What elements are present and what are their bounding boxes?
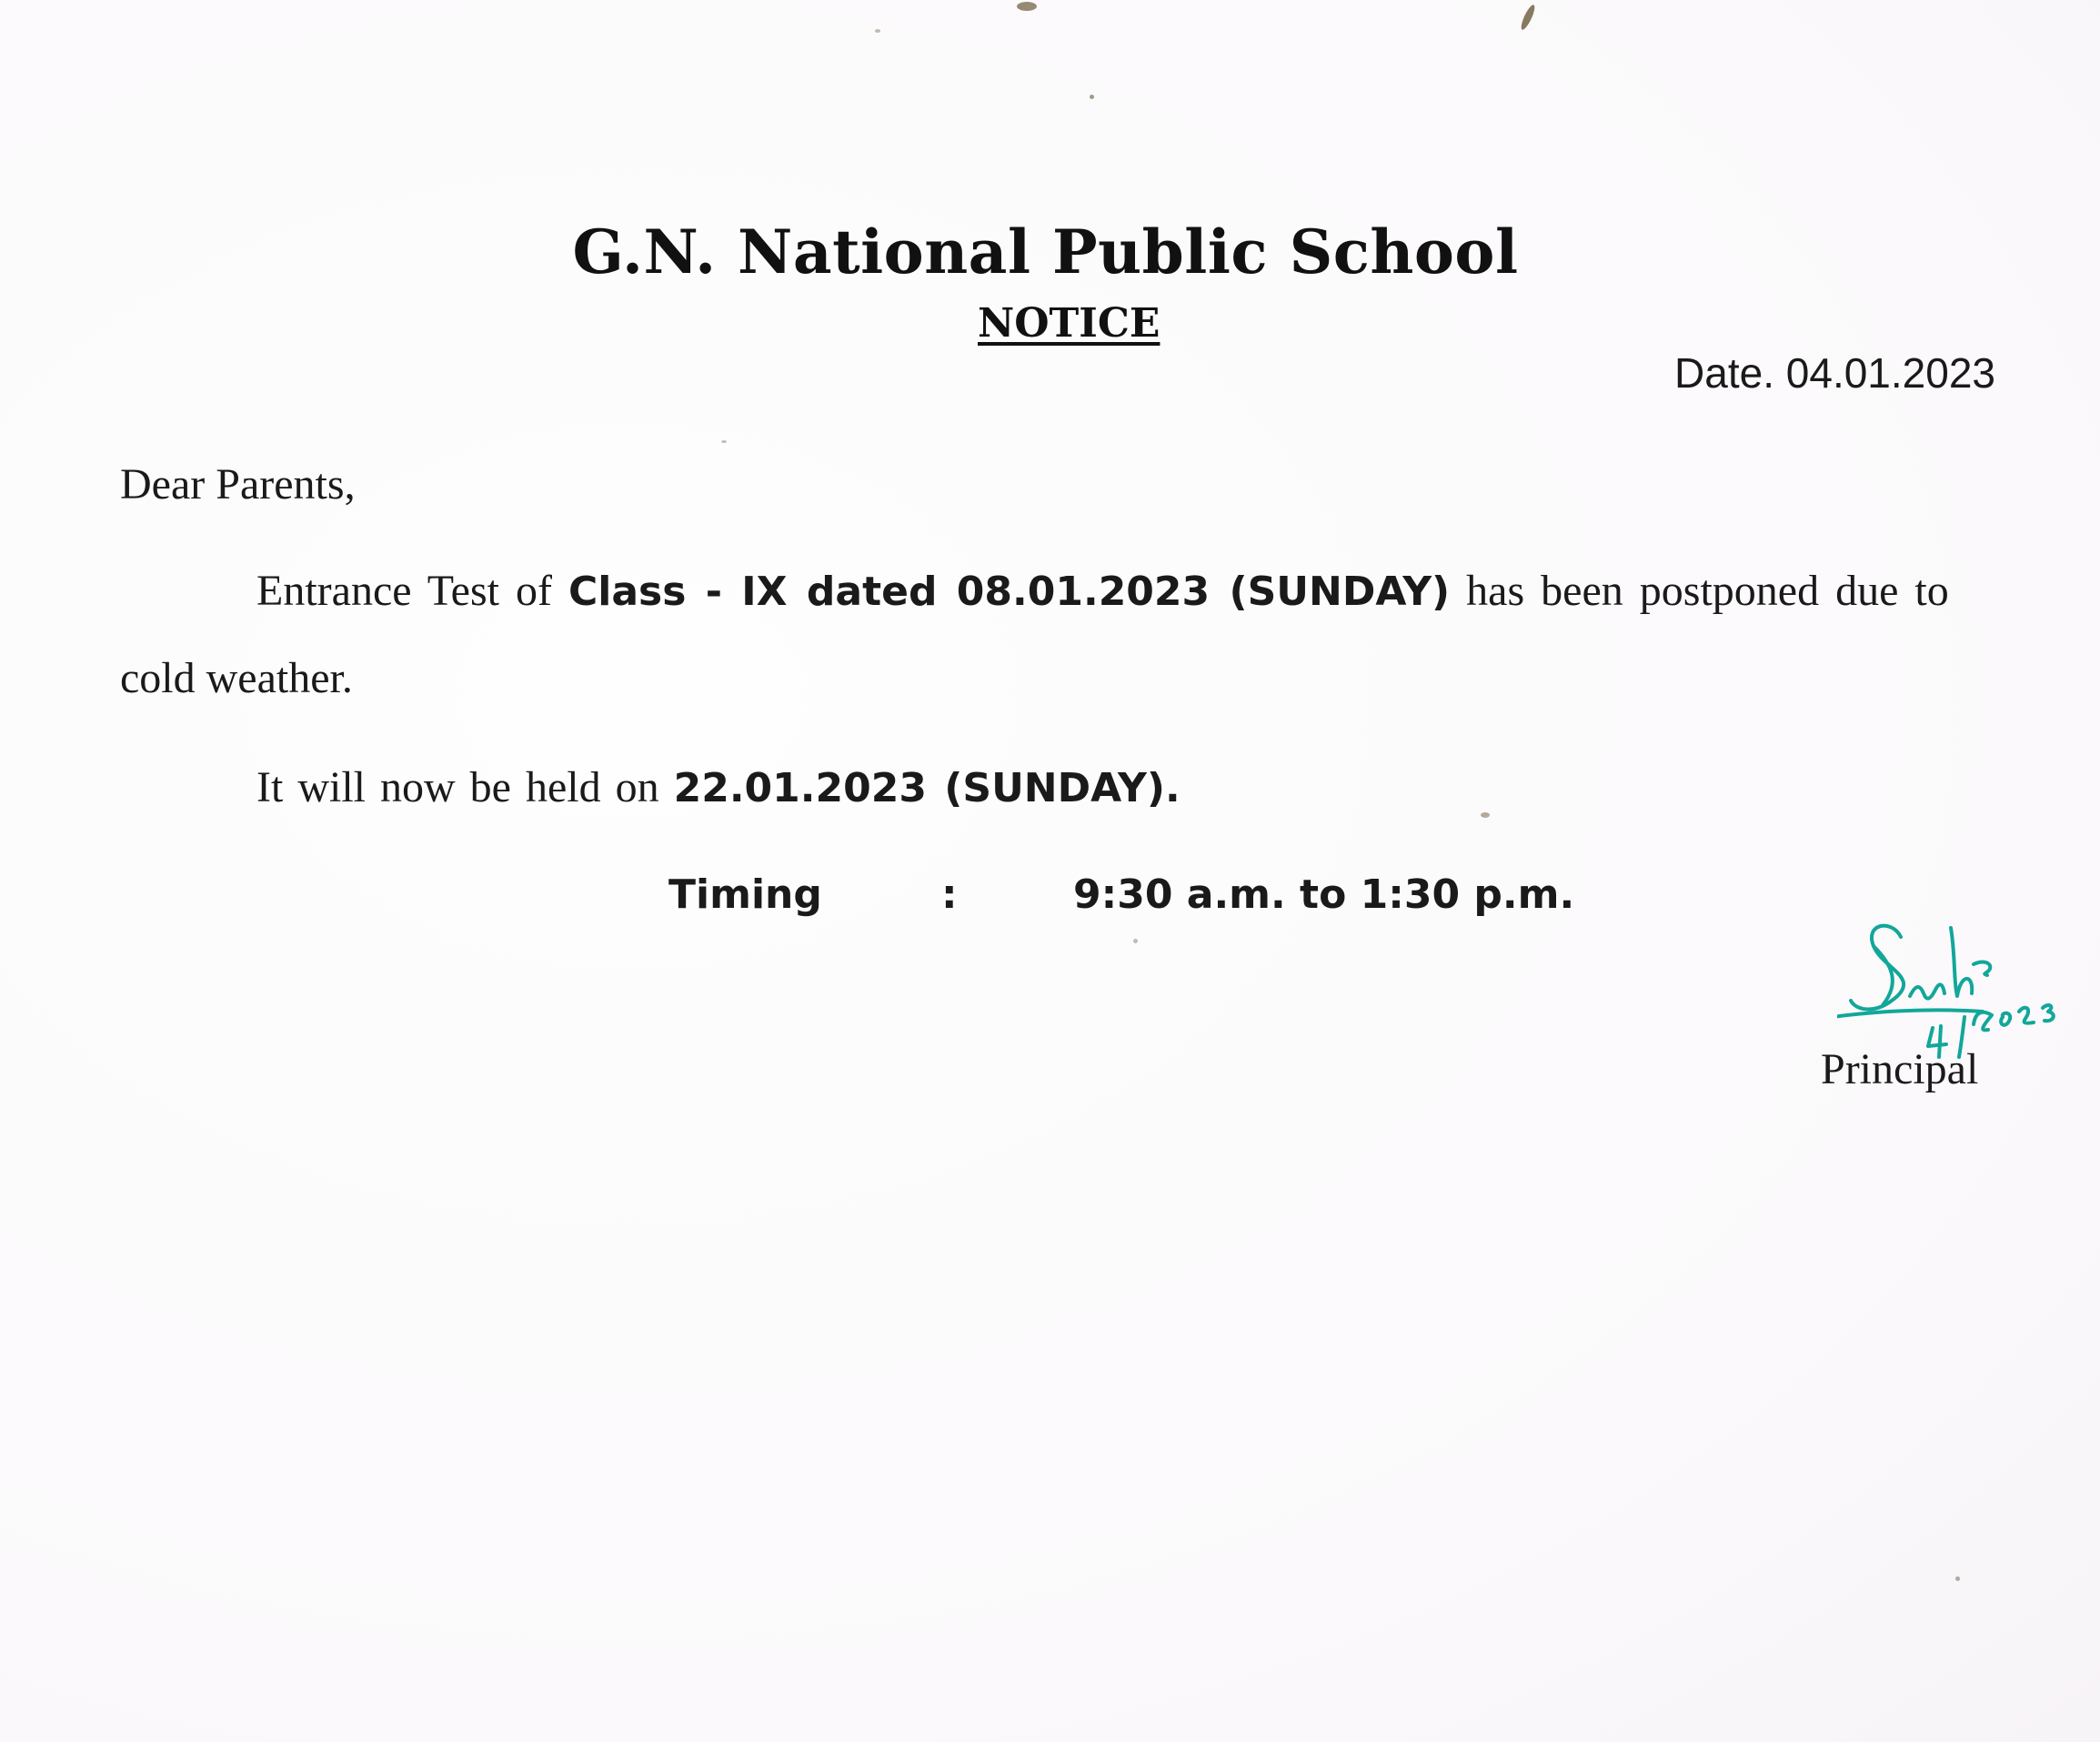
timing-separator: : [941,871,958,918]
paper-speck [1090,95,1094,99]
para2-bold: 22.01.2023 (SUNDAY). [673,765,1181,811]
paper-speck [1481,812,1490,818]
paragraph-postponement-continuation: cold weather. [120,654,353,702]
para1-bold: Class - IX dated 08.01.2023 (SUNDAY) [568,569,1451,615]
school-name [0,216,2100,287]
paper-speck [721,440,727,443]
para2-prefix: It will now be held on [256,763,659,811]
notice-date: Date. 04.01.2023 [1674,349,1995,397]
principal-label: Principal [1821,1045,1979,1093]
paragraph-postponement [256,566,1989,616]
principal-signature [1837,910,2100,1064]
paper-speck [875,29,880,33]
paper-speck [1133,939,1138,943]
timing-label: Timing [668,871,822,918]
notice-heading: NOTICE [978,300,1161,347]
school-name-text: G.N. National Public School [572,216,1519,287]
para1-prefix: Entrance Test of [256,567,552,615]
timing-value: 9:30 a.m. to 1:30 p.m. [1073,871,1575,918]
paper-speck [1017,2,1037,11]
paper-speck [1519,4,1537,32]
salutation: Dear Parents, [120,460,356,509]
paragraph-new-date [256,762,1181,812]
para1-suffix: has been postponed due to [1466,567,1949,615]
paper-speck [1955,1576,1960,1581]
